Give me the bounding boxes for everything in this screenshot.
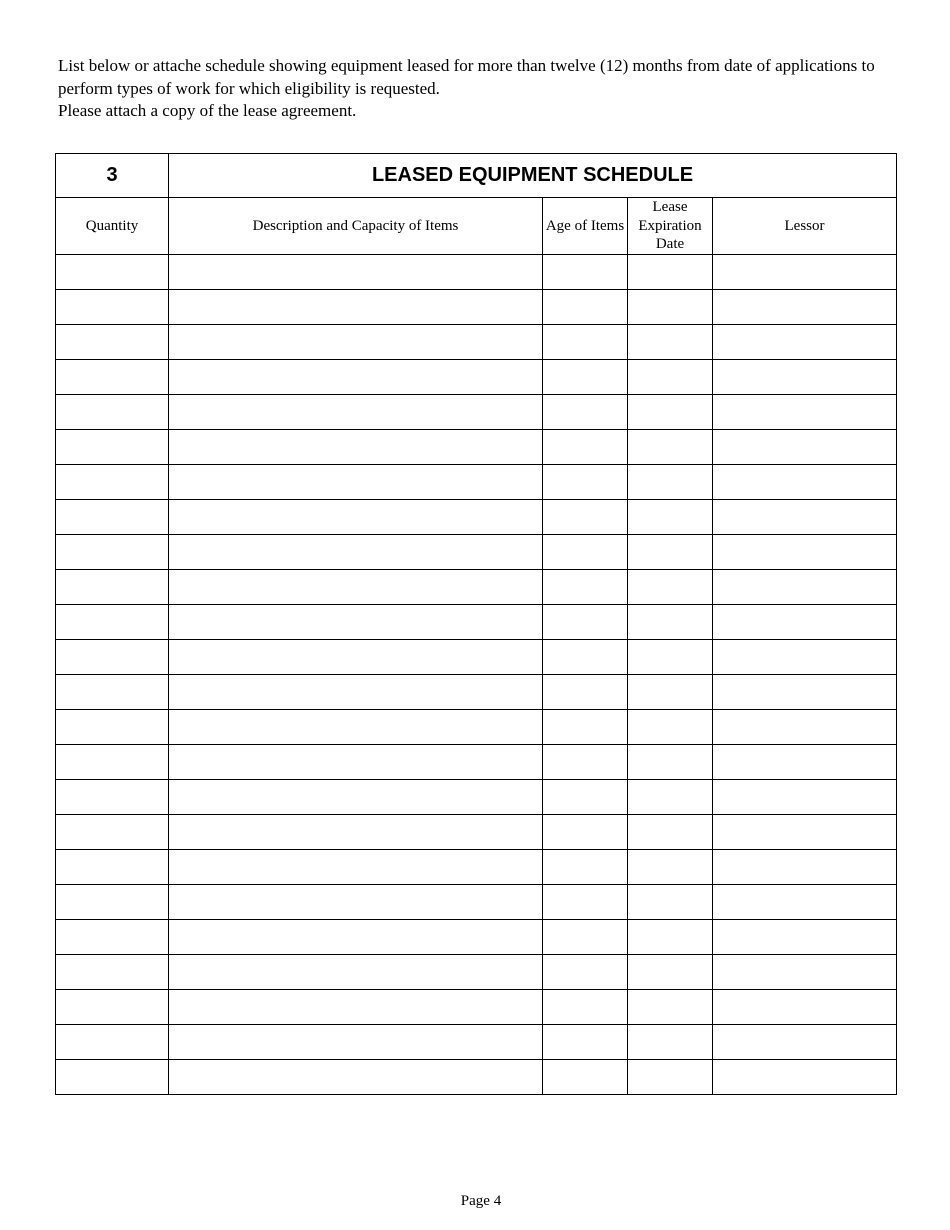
lease-expiration-cell[interactable]: [628, 885, 713, 920]
age-cell[interactable]: [543, 395, 628, 430]
quantity-cell[interactable]: [56, 395, 169, 430]
description-cell[interactable]: [169, 885, 543, 920]
table-row: [56, 255, 897, 290]
description-cell[interactable]: [169, 395, 543, 430]
lease-expiration-cell[interactable]: [628, 815, 713, 850]
lease-expiration-cell[interactable]: [628, 710, 713, 745]
table-row: [56, 465, 897, 500]
lease-expiration-cell[interactable]: [628, 465, 713, 500]
age-cell[interactable]: [543, 255, 628, 290]
lease-expiration-cell[interactable]: [628, 570, 713, 605]
lessor-cell[interactable]: [713, 675, 897, 710]
table-row: [56, 325, 897, 360]
quantity-cell[interactable]: [56, 1025, 169, 1060]
lessor-cell[interactable]: [713, 850, 897, 885]
lease-expiration-cell[interactable]: [628, 500, 713, 535]
lessor-cell[interactable]: [713, 640, 897, 675]
lessor-cell[interactable]: [713, 430, 897, 465]
description-cell[interactable]: [169, 815, 543, 850]
quantity-cell[interactable]: [56, 570, 169, 605]
age-cell[interactable]: [543, 1025, 628, 1060]
table-row: [56, 850, 897, 885]
age-cell[interactable]: [543, 360, 628, 395]
table-row: [56, 500, 897, 535]
description-cell[interactable]: [169, 1025, 543, 1060]
table-row: [56, 290, 897, 325]
age-cell[interactable]: [543, 885, 628, 920]
table-row: [56, 815, 897, 850]
age-cell[interactable]: [543, 325, 628, 360]
lease-expiration-cell[interactable]: [628, 325, 713, 360]
lessor-cell[interactable]: [713, 1025, 897, 1060]
table-row: [56, 745, 897, 780]
lease-expiration-cell[interactable]: [628, 990, 713, 1025]
table-header-row: [56, 198, 897, 255]
lessor-cell[interactable]: [713, 780, 897, 815]
lessor-cell[interactable]: [713, 570, 897, 605]
age-cell[interactable]: [543, 290, 628, 325]
quantity-cell[interactable]: [56, 850, 169, 885]
table-row: [56, 1060, 897, 1095]
lessor-cell[interactable]: [713, 990, 897, 1025]
lease-expiration-cell[interactable]: [628, 745, 713, 780]
lessor-cell[interactable]: [713, 710, 897, 745]
description-cell[interactable]: [169, 640, 543, 675]
quantity-cell[interactable]: [56, 710, 169, 745]
quantity-cell[interactable]: [56, 675, 169, 710]
lessor-cell[interactable]: [713, 325, 897, 360]
table-row: [56, 430, 897, 465]
lessor-cell[interactable]: [713, 535, 897, 570]
quantity-cell[interactable]: [56, 780, 169, 815]
header-description: Description and Capacity of Items: [169, 198, 543, 255]
age-cell[interactable]: [543, 1060, 628, 1095]
age-cell[interactable]: [543, 535, 628, 570]
description-cell[interactable]: [169, 780, 543, 815]
description-cell[interactable]: [169, 745, 543, 780]
table-row: [56, 885, 897, 920]
quantity-cell[interactable]: [56, 430, 169, 465]
table-row: [56, 920, 897, 955]
age-cell[interactable]: [543, 955, 628, 990]
description-cell[interactable]: [169, 360, 543, 395]
quantity-cell[interactable]: [56, 920, 169, 955]
quantity-cell[interactable]: [56, 815, 169, 850]
age-cell[interactable]: [543, 920, 628, 955]
quantity-cell[interactable]: [56, 745, 169, 780]
description-cell[interactable]: [169, 430, 543, 465]
lease-expiration-cell[interactable]: [628, 1025, 713, 1060]
table-row: [56, 535, 897, 570]
leased-equipment-schedule-table: [55, 153, 897, 1095]
lease-expiration-cell[interactable]: [628, 675, 713, 710]
lessor-cell[interactable]: [713, 360, 897, 395]
lease-expiration-cell[interactable]: [628, 535, 713, 570]
quantity-cell[interactable]: [56, 640, 169, 675]
attach-lease-note: Please attach a copy of the lease agreement.: [58, 101, 357, 120]
description-cell[interactable]: [169, 1060, 543, 1095]
age-cell[interactable]: [543, 745, 628, 780]
lease-expiration-cell[interactable]: [628, 360, 713, 395]
table-row: [56, 780, 897, 815]
description-cell[interactable]: [169, 675, 543, 710]
lease-expiration-cell[interactable]: [628, 395, 713, 430]
description-cell[interactable]: [169, 535, 543, 570]
lease-expiration-cell[interactable]: [628, 430, 713, 465]
instructions-text: List below or attache schedule showing equipment leased for more than twelve (12) months from date of applications to perform types of work for which eligibility is requested.: [58, 56, 875, 98]
description-cell[interactable]: [169, 500, 543, 535]
lessor-cell[interactable]: [713, 605, 897, 640]
table-title-row: [56, 154, 897, 198]
lessor-cell[interactable]: [713, 290, 897, 325]
description-cell[interactable]: [169, 570, 543, 605]
header-quantity: Quantity: [56, 198, 169, 255]
lease-expiration-cell[interactable]: [628, 290, 713, 325]
table-row: [56, 605, 897, 640]
table-title: LEASED EQUIPMENT SCHEDULE: [169, 154, 897, 198]
table-row: [56, 1025, 897, 1060]
header-age: Age of Items: [543, 198, 628, 255]
section-number: 3: [56, 154, 169, 198]
description-cell[interactable]: [169, 255, 543, 290]
lessor-cell[interactable]: [713, 815, 897, 850]
header-lessor: Lessor: [713, 198, 897, 255]
instructions: [58, 55, 898, 123]
lease-expiration-cell[interactable]: [628, 780, 713, 815]
lessor-cell[interactable]: [713, 920, 897, 955]
age-cell[interactable]: [543, 605, 628, 640]
lease-expiration-cell[interactable]: [628, 605, 713, 640]
table-row: [56, 675, 897, 710]
table-row: [56, 990, 897, 1025]
quantity-cell[interactable]: [56, 885, 169, 920]
description-cell[interactable]: [169, 290, 543, 325]
table-row: [56, 710, 897, 745]
description-cell[interactable]: [169, 465, 543, 500]
table-body: [56, 255, 897, 1095]
lessor-cell[interactable]: [713, 745, 897, 780]
quantity-cell[interactable]: [56, 990, 169, 1025]
quantity-cell[interactable]: [56, 360, 169, 395]
age-cell[interactable]: [543, 990, 628, 1025]
lessor-cell[interactable]: [713, 1060, 897, 1095]
lessor-cell[interactable]: [713, 955, 897, 990]
description-cell[interactable]: [169, 955, 543, 990]
lessor-cell[interactable]: [713, 885, 897, 920]
quantity-cell[interactable]: [56, 255, 169, 290]
age-cell[interactable]: [543, 815, 628, 850]
quantity-cell[interactable]: [56, 605, 169, 640]
description-cell[interactable]: [169, 850, 543, 885]
lease-expiration-cell[interactable]: [628, 640, 713, 675]
age-cell[interactable]: [543, 780, 628, 815]
quantity-cell[interactable]: [56, 290, 169, 325]
lessor-cell[interactable]: [713, 500, 897, 535]
table-row: [56, 360, 897, 395]
age-cell[interactable]: [543, 675, 628, 710]
lease-expiration-cell[interactable]: [628, 255, 713, 290]
lease-expiration-cell[interactable]: [628, 920, 713, 955]
table-row: [56, 640, 897, 675]
lease-expiration-cell[interactable]: [628, 1060, 713, 1095]
quantity-cell[interactable]: [56, 325, 169, 360]
age-cell[interactable]: [543, 710, 628, 745]
lessor-cell[interactable]: [713, 395, 897, 430]
quantity-cell[interactable]: [56, 500, 169, 535]
age-cell[interactable]: [543, 500, 628, 535]
description-cell[interactable]: [169, 325, 543, 360]
lessor-cell[interactable]: [713, 255, 897, 290]
header-lease-expiration: [628, 198, 713, 255]
age-cell[interactable]: [543, 640, 628, 675]
quantity-cell[interactable]: [56, 955, 169, 990]
age-cell[interactable]: [543, 465, 628, 500]
table-row: [56, 395, 897, 430]
description-cell[interactable]: [169, 605, 543, 640]
lessor-cell[interactable]: [713, 465, 897, 500]
description-cell[interactable]: [169, 990, 543, 1025]
description-cell[interactable]: [169, 920, 543, 955]
quantity-cell[interactable]: [56, 535, 169, 570]
age-cell[interactable]: [543, 570, 628, 605]
lease-expiration-cell[interactable]: [628, 955, 713, 990]
description-cell[interactable]: [169, 710, 543, 745]
age-cell[interactable]: [543, 430, 628, 465]
table-row: [56, 955, 897, 990]
page-number: Page 4: [460, 1193, 502, 1209]
lease-expiration-cell[interactable]: [628, 850, 713, 885]
quantity-cell[interactable]: [56, 465, 169, 500]
header-lease-expiration-label: Lease Expiration Date: [638, 199, 702, 253]
table-row: [56, 570, 897, 605]
age-cell[interactable]: [543, 850, 628, 885]
quantity-cell[interactable]: [56, 1060, 169, 1095]
